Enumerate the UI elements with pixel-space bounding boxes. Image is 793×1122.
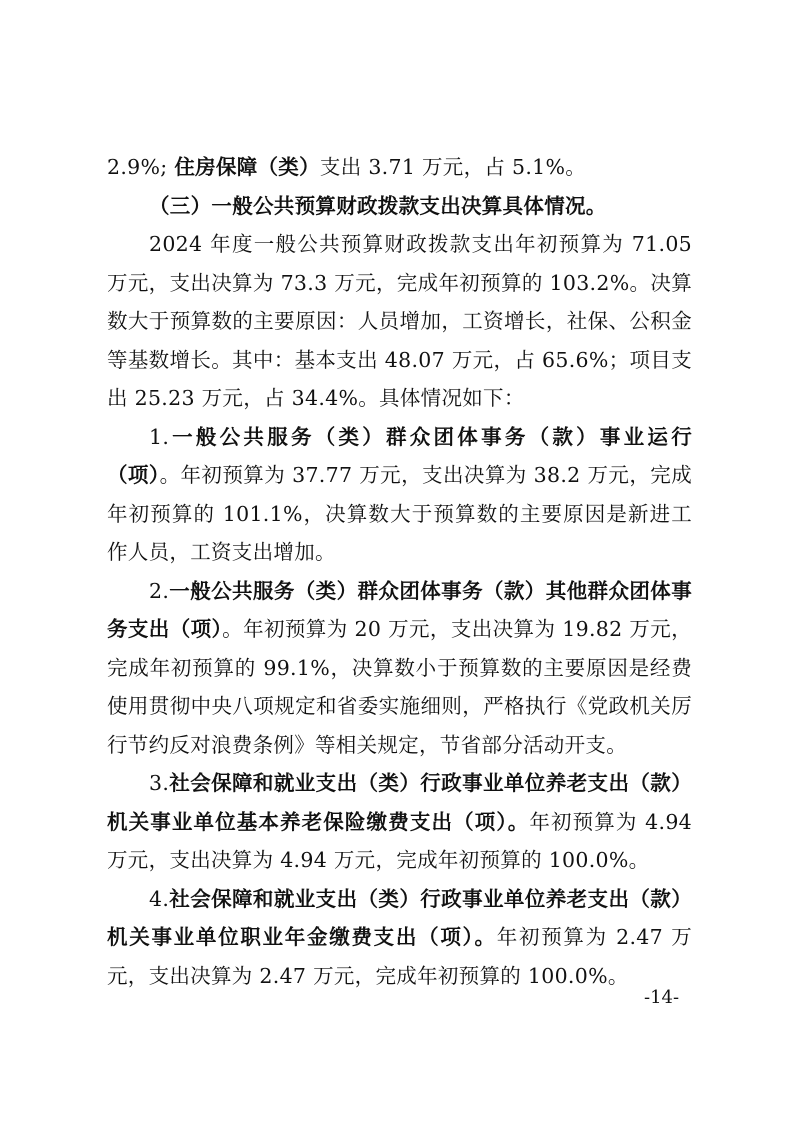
housing-amount-text: 支出 3.71 万元，占 5.1%。 — [319, 155, 587, 179]
item-1-body: 。年初预算为 37.77 万元，支出决算为 38.2 万元，完成年初预算的 101.1%，决算数大于预算数的主要原因是新进工作人员，工资支出增加。 — [107, 463, 693, 564]
item-4-title: 社会保障和就业支出（类）行政事业单位养老支出（款）机关事业单位职业年金缴费支出（项）。 — [107, 886, 692, 949]
item-1-number: 1. — [149, 424, 170, 449]
item-1-title: 一般公共服务（类）群众团体事务（款）事业运行（项） — [107, 424, 692, 487]
item-4-body: 年初预算为 2.47 万元，支出决算为 2.47 万元，完成年初预算的 100.0%。 — [107, 925, 693, 988]
paragraph-housing-continuation — [107, 148, 692, 187]
paragraph-item-4 — [107, 880, 692, 996]
item-3-number: 3. — [149, 771, 170, 795]
item-4-number: 4. — [149, 886, 170, 911]
section-heading-3: （三）一般公共预算财政拨款支出决算具体情况。 — [149, 193, 607, 218]
item-3-title: 社会保障和就业支出（类）行政事业单位养老支出（款）机关事业单位基本养老保险缴费支出（项）。 — [107, 771, 692, 834]
item-3-body: 年初预算为 4.94 万元，支出决算为 4.94 万元，完成年初预算的 100.0%。 — [107, 809, 692, 872]
item-2-title: 一般公共服务（类）群众团体事务（款）其他群众团体事务支出（项） — [107, 578, 692, 641]
paragraph-budget-overview: 2024 年度一般公共预算财政拨款支出年初预算为 71.05 万元，支出决算为 73.3 万元，完成年初预算的 103.2%。决算数大于预算数的主要原因：人员增加，工资增长，社保、公积金等基数增长。其中：基本支出 48.07 万元，占 65.6%；项目支出 25.23 万元，占 34.4%。具体情况如下： — [107, 232, 692, 410]
paragraph-item-3 — [107, 764, 692, 880]
housing-category-label: 住房保障（类） — [174, 155, 320, 179]
page-number: -14- — [644, 987, 680, 1008]
document-body — [107, 148, 692, 995]
item-2-number: 2. — [149, 578, 170, 603]
housing-prefix-text: 2.9%; — [107, 155, 175, 179]
paragraph-item-1 — [107, 418, 692, 572]
paragraph-item-2 — [107, 572, 692, 765]
item-2-body: 。年初预算为 20 万元，支出决算为 19.82 万元，完成年初预算的 99.1%，决算数小于预算数的主要原因是经费使用贯彻中央八项规定和省委实施细则，严格执行《党政机关厉行节约反对浪费条例》等相关规定，节省部分活动开支。 — [107, 617, 692, 757]
